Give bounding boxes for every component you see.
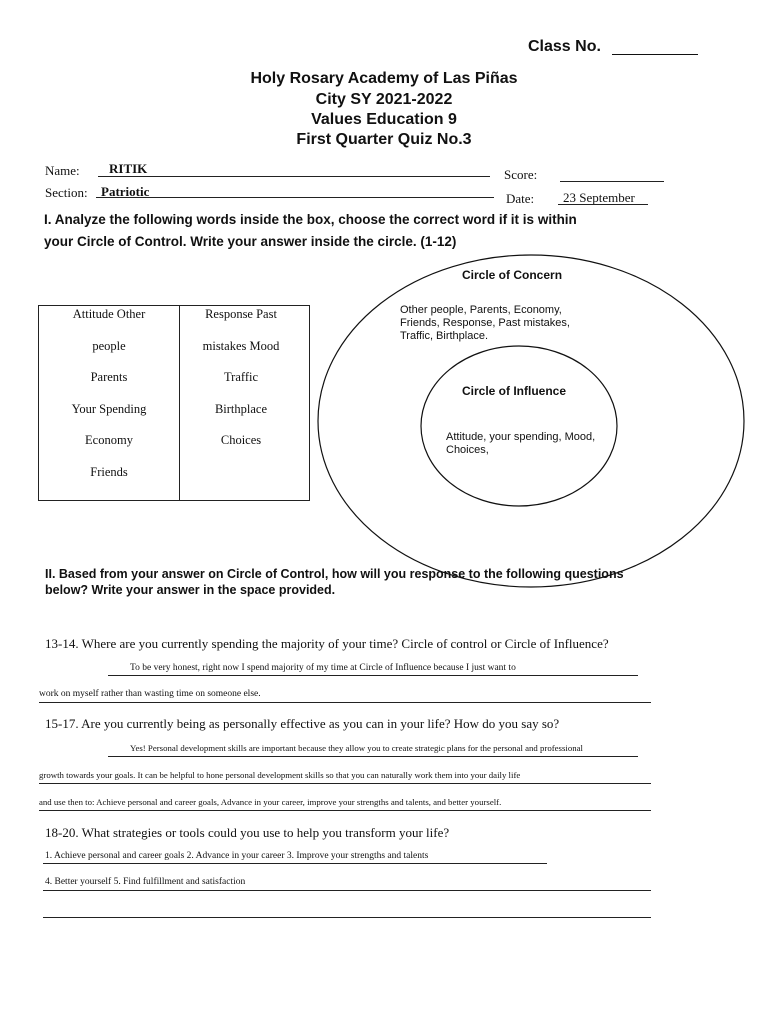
answer-18-20-line2: 4. Better yourself 5. Find fulfillment and satisfaction bbox=[45, 877, 246, 887]
answer-line bbox=[108, 675, 638, 676]
question-15-17: 15-17. Are you currently being as personally effective as you can in your life? How do you say so? bbox=[45, 716, 560, 731]
part2-instruction-line2: below? Write your answer in the space provided. bbox=[45, 583, 336, 597]
concern-line: Friends, Response, Past mistakes, bbox=[400, 317, 570, 329]
city-sy: City SY 2021-2022 bbox=[315, 91, 453, 108]
name-value: RITIK bbox=[109, 161, 148, 176]
part1-instruction-line1: I. Analyze the following words inside the box, choose the correct word if it is within bbox=[44, 212, 577, 227]
question-13-14: 13-14. Where are you currently spending the majority of your time? Circle of control or Circle of Influence? bbox=[45, 636, 609, 651]
part2-instruction-line1: II. Based from your answer on Circle of Control, how will you response to the following questions bbox=[45, 567, 624, 581]
answer-line bbox=[43, 863, 547, 864]
section-label: Section: bbox=[45, 185, 88, 200]
answer-line bbox=[108, 756, 638, 757]
section-value: Patriotic bbox=[101, 184, 150, 199]
quiz-title: First Quarter Quiz No.3 bbox=[296, 131, 472, 148]
answer-15-17-line1: Yes! Personal development skills are important because they allow you to create strategic plans for the personal and professional bbox=[130, 743, 583, 753]
word-item: Economy bbox=[85, 433, 133, 447]
word-item: Your Spending bbox=[71, 401, 147, 416]
word-item: Response Past bbox=[205, 307, 277, 321]
answer-13-14-line1: To be very honest, right now I spend majority of my time at Circle of Influence because I just want to bbox=[130, 663, 516, 673]
concern-line: Traffic, Birthplace. bbox=[400, 330, 489, 342]
subject-title: Values Education 9 bbox=[311, 111, 457, 128]
influence-text bbox=[446, 431, 595, 457]
word-item: Parents bbox=[90, 370, 128, 384]
word-item: Traffic bbox=[223, 370, 259, 384]
concern-line: Other people, Parents, Economy, bbox=[400, 304, 562, 316]
answer-18-20-line1: 1. Achieve personal and career goals 2. Advance in your career 3. Improve your strengths and talents bbox=[45, 851, 429, 861]
name-label: Name: bbox=[45, 163, 80, 178]
answer-line bbox=[39, 702, 651, 703]
answer-13-14-line2: work on myself rather than wasting time on someone else. bbox=[39, 689, 261, 699]
concern-title: Circle of Concern bbox=[462, 268, 563, 282]
word-item: mistakes Mood bbox=[202, 338, 280, 353]
class-no-label: Class No. bbox=[528, 38, 601, 55]
answer-line bbox=[39, 783, 651, 784]
part1-instruction-line2: your Circle of Control. Write your answer inside the circle. (1-12) bbox=[44, 234, 457, 249]
date-value: 23 September bbox=[563, 190, 635, 205]
word-item: Attitude Other bbox=[72, 307, 146, 321]
answer-line bbox=[39, 810, 651, 811]
answer-line bbox=[43, 917, 651, 918]
concern-text bbox=[400, 304, 570, 343]
word-item: Friends bbox=[90, 464, 128, 479]
word-item: people bbox=[92, 338, 126, 353]
circle-of-influence bbox=[421, 346, 617, 506]
word-item: Choices bbox=[220, 433, 262, 447]
school-name: Holy Rosary Academy of Las Piñas bbox=[250, 70, 518, 87]
question-18-20: 18-20. What strategies or tools could you use to help you transform your life? bbox=[45, 825, 450, 840]
date-label: Date: bbox=[506, 191, 535, 206]
answer-15-17-line2: growth towards your goals. It can be helpful to hone personal development skills so that you can naturally work them into your daily life bbox=[39, 770, 521, 780]
influence-line: Attitude, your spending, Mood, bbox=[446, 431, 596, 443]
answer-line bbox=[43, 890, 651, 891]
word-item: Birthplace bbox=[214, 401, 268, 416]
influence-line: Choices, bbox=[446, 444, 489, 456]
answer-15-17-line3: and use then to: Achieve personal and career goals, Advance in your career, improve your strengths and talents, and better yourself. bbox=[39, 797, 502, 807]
influence-title: Circle of Influence bbox=[462, 384, 567, 398]
score-label: Score: bbox=[504, 167, 538, 182]
